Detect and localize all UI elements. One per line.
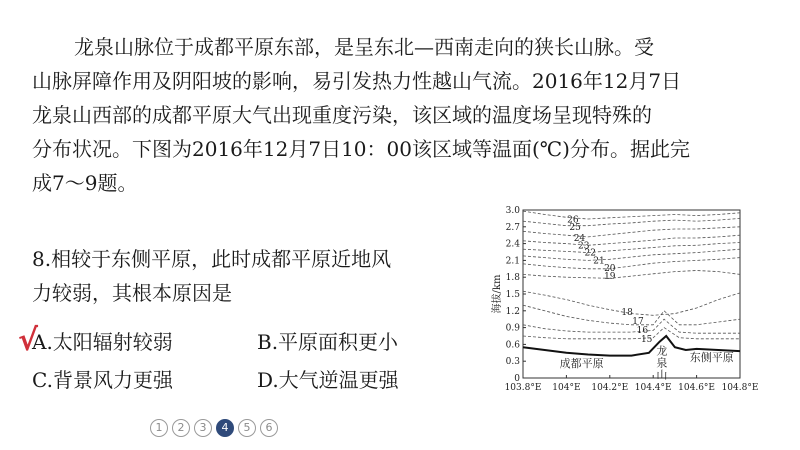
- x-tick-label: 104.6°E: [678, 383, 716, 393]
- x-tick-label: 103.8°E: [504, 383, 542, 393]
- isotherm-line: [523, 258, 740, 269]
- option-c[interactable]: [32, 362, 257, 400]
- y-tick-label: 0.9: [505, 323, 520, 334]
- checkmark-icon: √: [18, 323, 39, 358]
- y-tick-label: 2.4: [505, 239, 520, 250]
- page-button-5[interactable]: 5: [238, 419, 256, 437]
- isotherm-label: 22: [584, 248, 596, 259]
- y-tick-label: 0.3: [505, 357, 520, 368]
- isotherm-label: 17: [632, 316, 644, 327]
- isotherm-line: [523, 227, 740, 237]
- y-tick-label: 1.8: [505, 273, 520, 284]
- y-tick-label: 0.6: [505, 340, 520, 351]
- isotherm-line: [523, 325, 740, 339]
- page-button-1[interactable]: 1: [150, 419, 168, 437]
- isotherm-label: 15: [640, 334, 653, 345]
- isotherm-label: 25: [569, 222, 581, 233]
- isotherm-line: [523, 271, 740, 279]
- page-navigation: [150, 419, 278, 437]
- isotherm-line: [523, 235, 740, 245]
- x-tick-label: 104.4°E: [634, 383, 672, 393]
- option-b[interactable]: [257, 324, 482, 362]
- y-tick-label: 2.7: [505, 222, 520, 233]
- region-label-mountain: 泉: [656, 356, 668, 370]
- region-label-east: 东侧平原: [689, 351, 734, 365]
- isotherm-line: [523, 211, 740, 219]
- isotherm-label: 26: [567, 215, 579, 226]
- passage: [32, 30, 774, 200]
- y-tick-label: 1.5: [505, 290, 520, 300]
- isotherm-line: [523, 243, 740, 253]
- page-button-2[interactable]: 2: [172, 419, 190, 437]
- isotherm-label: 16: [636, 325, 649, 336]
- isotherm-label: 19: [604, 272, 616, 283]
- option-a-label: A.太阳辐射较弱: [32, 330, 173, 354]
- answer-options: [18, 323, 482, 400]
- passage-line: 分布状况。下图为2016年12月7日10：00该区域等温面(℃)分布。据此完: [32, 137, 690, 161]
- passage-line: 龙泉山脉位于成都平原东部，是呈东北—西南走向的狭长山脉。受: [74, 35, 654, 59]
- question-8: [32, 242, 472, 310]
- region-label-west: 成都平原: [559, 356, 604, 370]
- isotherm-label: 24: [573, 234, 586, 244]
- x-tick-label: 104.8°E: [721, 383, 759, 393]
- y-tick-label: 0: [514, 374, 520, 384]
- isotherm-label: 20: [604, 264, 616, 275]
- x-tick-label: 104°E: [552, 383, 581, 393]
- y-tick-label: 2.1: [505, 256, 520, 267]
- region-label-mountain: 龙: [656, 344, 668, 358]
- y-tick-label: 1.2: [505, 306, 520, 317]
- question-line: 力较弱，其根本原因是: [32, 281, 232, 305]
- option-d[interactable]: [257, 362, 482, 400]
- option-b-label: B.平原面积更小: [257, 330, 399, 354]
- isotherm-label: 21: [593, 256, 605, 267]
- passage-line: 龙泉山西部的成都平原大气出现重度污染，该区域的温度场呈现特殊的: [32, 103, 652, 127]
- isotherm-label: 23: [578, 241, 590, 252]
- passage-line: 山脉屏障作用及阴阳坡的影响，易引发热力性越山气流。2016年12月7日: [32, 69, 682, 93]
- x-tick-label: 104.2°E: [591, 383, 629, 393]
- question-line: 8.相较于东侧平原，此时成都平原近地风: [32, 247, 392, 271]
- y-axis-label: 海拔/km: [492, 274, 503, 314]
- option-d-label: D.大气逆温更强: [257, 368, 399, 392]
- passage-line: 成7～9题。: [32, 171, 138, 195]
- page-button-3[interactable]: 3: [194, 419, 212, 437]
- region-label-mountain: 山: [656, 368, 668, 382]
- isotherm-line: [523, 215, 740, 226]
- page-button-4-current[interactable]: 4: [216, 419, 234, 437]
- isotherm-label: 18: [621, 307, 633, 318]
- option-a[interactable]: [18, 323, 257, 362]
- y-tick-label: 3.0: [505, 206, 520, 216]
- option-c-label: C.背景风力更强: [32, 368, 173, 392]
- isotherm-chart: [490, 202, 759, 404]
- page-button-6[interactable]: 6: [260, 419, 278, 437]
